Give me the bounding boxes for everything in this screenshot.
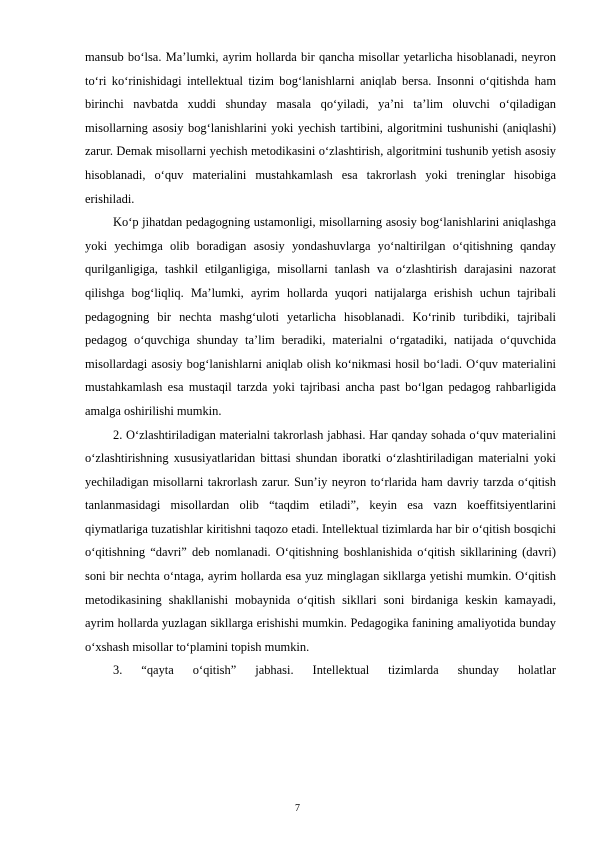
page-number: 7 [295, 803, 300, 814]
paragraph-item-2-repetition: 2. O‘zlashtiriladigan materialni takrorlash jabhasi. Har qanday sohada o‘quv materialini o‘zlashtirishning xususiyatlaridan bittasi shundan iboratki o‘zlashtiriladigan materialni yoki yechiladigan misollarni takrorlash zarur. Sun’iy neyron to‘rlarida ham davriy tarzda o‘qitish tanlanmasidagi misollardan olib “taqdim etiladi”, keyin esa vazn koeffitsiyentlarini qiymatlariga tuzatishlar kiritishni taqozo etadi. Intellektual tizimlarda har bir o‘qitish bosqichi o‘qitishning “davri” deb nomlanadi. O‘qitishning boshlanishida o‘qitish sikllarining (davri) soni bir nechta o‘ntaga, ayrim hollarda esa yuz minglagan sikllarga yetishi mumkin. O‘qitish metodikasining shakllanishi mobaynida o‘qitish sikllari soni birdaniga keskin kamayadi, ayrim hollarda yuzlagan sikllarga erishishi mumkin. Pedagogika fanining amaliyotida bunday o‘xshash misollar to‘plamini topish mumkin. [85, 427, 556, 654]
paragraph-item-3-retraining: 3. “qayta o‘qitish” jabhasi. Intellektual tizimlarda shunday holatlar [113, 663, 556, 678]
paragraph-pedagog-skill: Ko‘p jihatdan pedagogning ustamonligi, misollarning asosiy bog‘lanishlarini aniqlashga yoki yechimga olib boradigan asosiy yondashuvlarga yo‘naltirilgan o‘qitishning qanday qurilganligiga, tashkil etilganligiga, misollarni tanlash va o‘zlashtirish darajasini nazorat qilishga bog‘liqliq. Ma’lumki, ayrim hollarda yuqori natijalarga erishish uchun tajribali pedagogning bir nechta mashg‘uloti yetarlicha hisoblanadi. Ko‘rinib turibdiki, tajribali pedagog o‘quvchiga shunday ta’lim beradiki, materialni o‘rgatadiki, natijada o‘quvchida misollardagi asosiy bog‘lanishlarni aniqlab olish ko‘nikmasi hosil bo‘ladi. O‘quv materialini mustahkamlash esa mustaqil tarzda yoki tajribasi ancha past bo‘lgan pedagog rahbarligida amalga oshirilishi mumkin. [85, 215, 556, 418]
document-page [85, 46, 556, 683]
paragraph-continued: mansub bo‘lsa. Ma’lumki, ayrim hollarda bir qancha misollar yetarlicha hisoblanadi, neyron to‘ri ko‘rinishidagi intellektual tizim bog‘lanishlarni aniqlab bersa. Insonni o‘qitishda ham birinchi navbatda xuddi shunday masala qo‘yiladi, ya’ni ta’lim oluvchi o‘qiladigan misollarning asosiy bog‘lanishlarini yoki yechish tartibini, algoritmini tushunishi (aniqlashi) zarur. Demak misollarni yechish metodikasini o‘zlashtirish, algoritmini tushunib yetish asosiy hisoblanadi, o‘quv materialini mustahkamlash esa takrorlash yoki treninglar hisobiga erishiladi. [85, 50, 556, 206]
